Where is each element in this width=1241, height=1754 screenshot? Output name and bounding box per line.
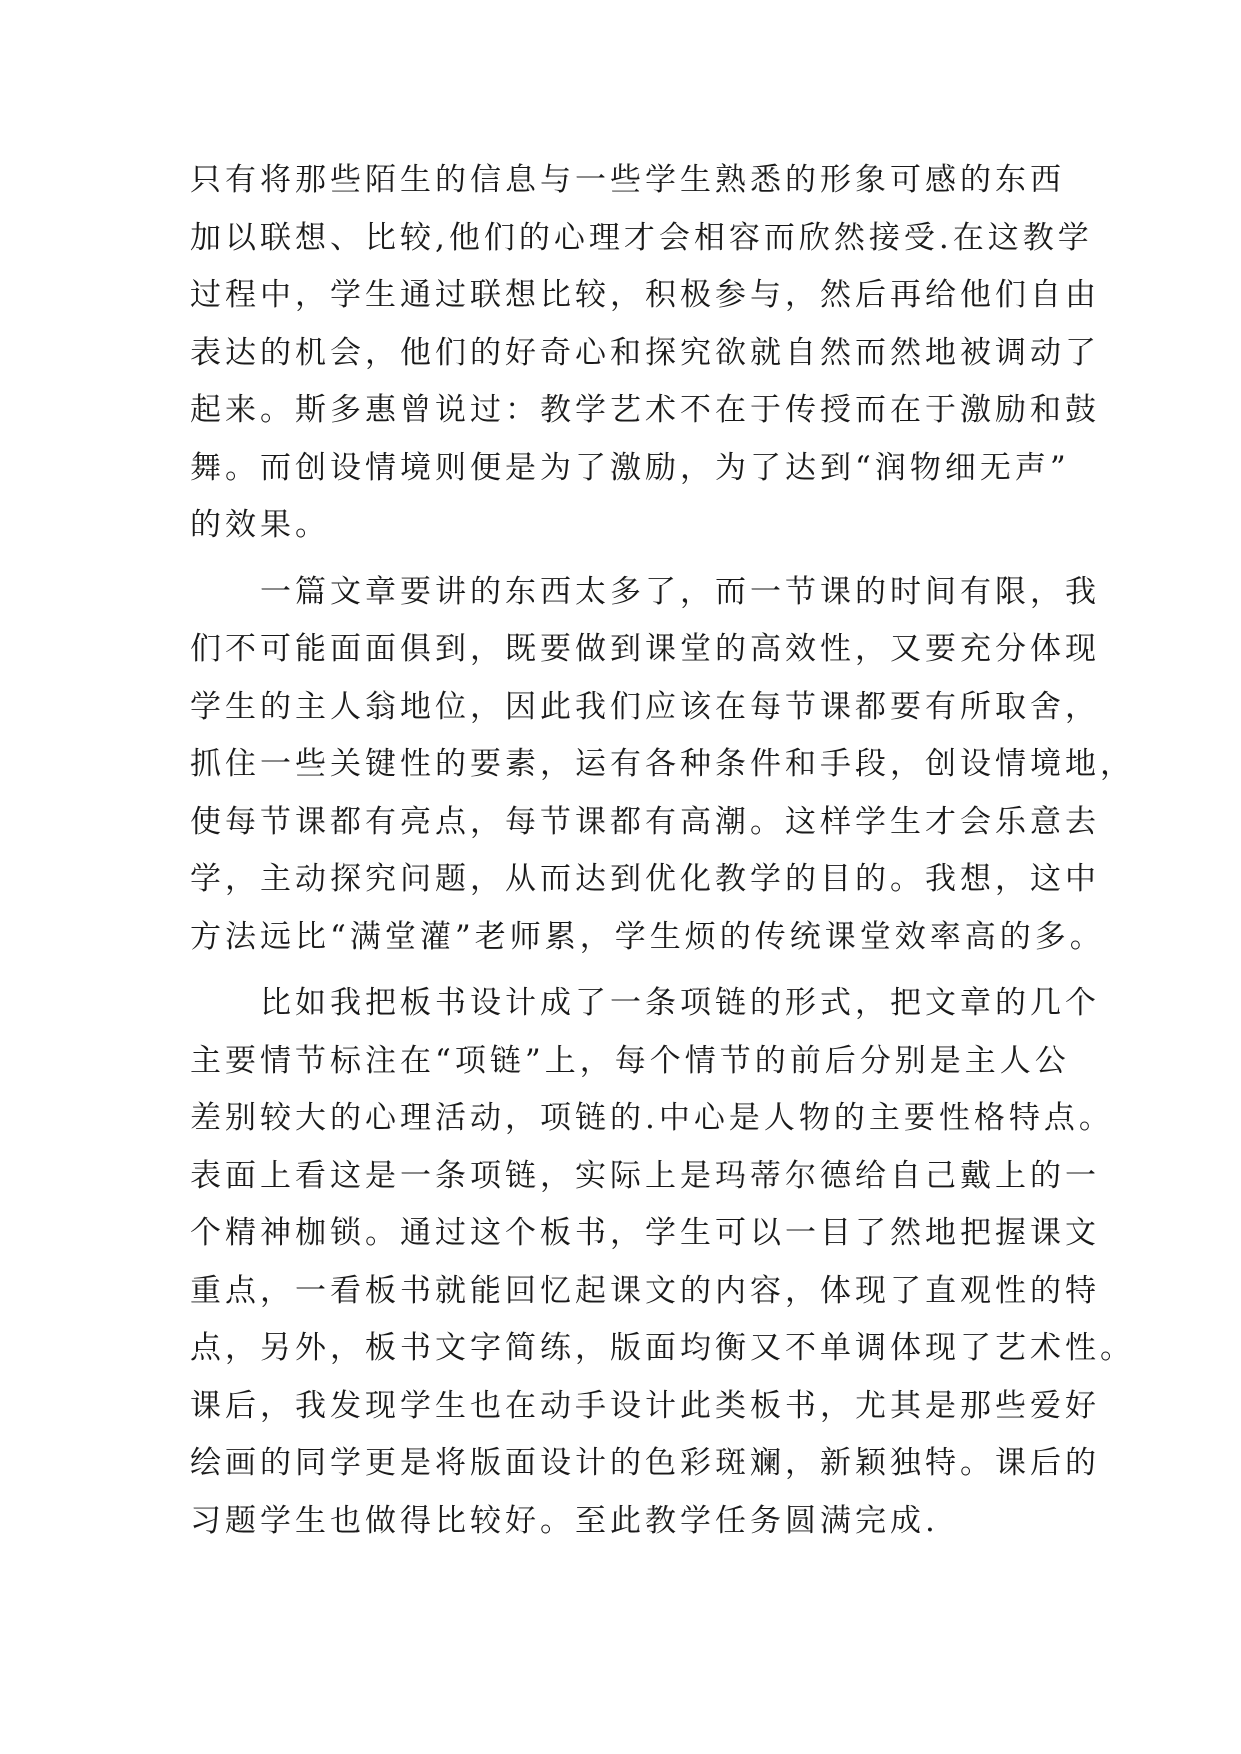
paragraph-3 [190,975,1135,1550]
text-line: 重点，一看板书就能回忆起课文的内容，体现了直观性的特 [190,1272,1100,1309]
text-line: 差别较大的心理活动，项链的.中心是人物的主要性格特点。 [190,1100,1114,1136]
text-line: 点，另外，板书文字简练，版面均衡又不单调体现了艺术性。 [190,1330,1135,1366]
text-line: 表达的机会，他们的好奇心和探究欲就自然而然地被调动了 [190,334,1100,371]
text-line: 方法远比“满堂灌”老师累，学生烦的传统课堂效率高的多。 [190,918,1105,955]
text-line: 绘画的同学更是将版面设计的色彩斑斓，新颖独特。课后的 [190,1445,1100,1481]
paragraph-spacer [190,555,1070,564]
text-line: 个精神枷锁。通过这个板书，学生可以一目了然地把握课文 [190,1215,1100,1251]
paragraph-spacer [190,966,1070,975]
text-line: 过程中，学生通过联想比较，积极参与，然后再给他们自由 [190,277,1100,313]
text-line: 只有将那些陌生的信息与一些学生熟悉的形象可感的东西 [190,162,1065,198]
document-body [190,152,1135,1550]
text-line: 一篇文章要讲的东西太多了，而一节课的时间有限，我 [190,573,1100,610]
text-line: 加以联想、比较,他们的心理才会相容而欣然接受.在这教学 [190,219,1093,256]
text-line: 抓住一些关键性的要素，运有各种条件和手段，创设情境地， [190,746,1135,782]
text-line: 学生的主人翁地位，因此我们应该在每节课都要有所取舍， [190,688,1100,725]
text-line: 学，主动探究问题，从而达到优化教学的目的。我想，这中 [190,861,1100,897]
text-line: 使每节课都有亮点，每节课都有高潮。这样学生才会乐意去 [190,803,1100,840]
text-line: 表面上看这是一条项链，实际上是玛蒂尔德给自己戴上的一 [190,1157,1100,1194]
text-line: 的效果。 [190,507,330,543]
paragraph-1 [190,152,1100,555]
text-line: 舞。而创设情境则便是为了激励，为了达到“润物细无声” [190,449,1070,486]
text-line: 起来。斯多惠曾说过：教学艺术不在于传授而在于激励和鼓 [190,392,1100,428]
text-line: 主要情节标注在“项链”上，每个情节的前后分别是主人公 [190,1042,1070,1079]
text-line: 习题学生也做得比较好。至此教学任务圆满完成. [190,1502,939,1539]
text-line: 比如我把板书设计成了一条项链的形式，把文章的几个 [190,985,1100,1021]
text-line: 课后，我发现学生也在动手设计此类板书，尤其是那些爱好 [190,1387,1100,1424]
text-line: 们不可能面面俱到，既要做到课堂的高效性，又要充分体现 [190,631,1100,667]
paragraph-2 [190,564,1135,967]
